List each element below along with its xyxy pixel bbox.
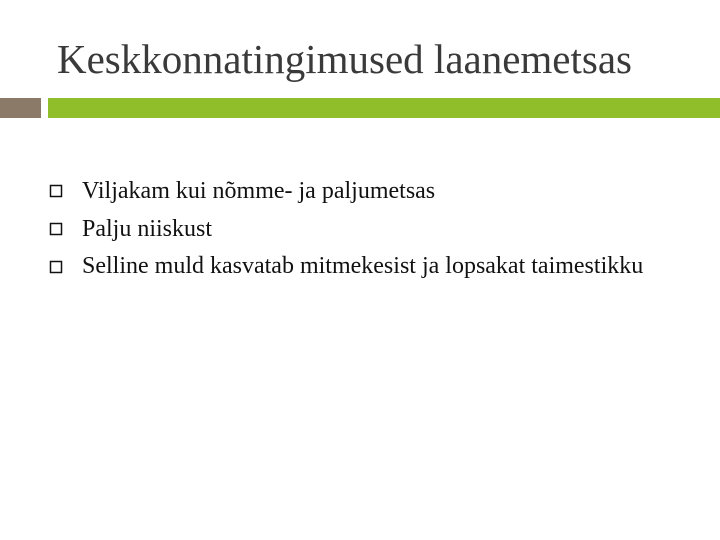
- square-outline-icon: [49, 222, 63, 236]
- bullet-item: [49, 248, 649, 285]
- bullet-item: [49, 172, 649, 210]
- bullet-text: Selline muld kasvatab mitmekesist ja lopsakat taimestikku: [82, 253, 644, 279]
- accent-bar-left: [0, 98, 41, 118]
- slide-title: Keskkonnatingimused laanemetsas: [57, 36, 633, 82]
- bullet-text: Viljakam kui nõmme- ja paljumetsas: [82, 178, 436, 204]
- bullet-item: [49, 210, 649, 248]
- square-outline-icon: [49, 184, 63, 198]
- square-outline-icon: [49, 260, 63, 274]
- accent-bar-right: [48, 98, 720, 118]
- bullet-text: Palju niiskust: [82, 216, 213, 242]
- bullet-list: [49, 172, 649, 285]
